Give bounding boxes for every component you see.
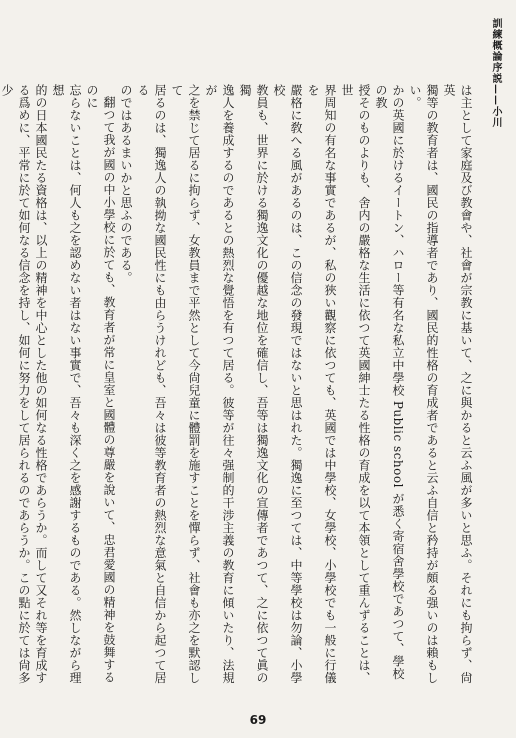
- text-column: る爲めに、平常に於て如何なる信念を持し、如何に努力をして居られるのであらうか。この點に於ては尙多少: [0, 84, 31, 684]
- text-column: 嚴格に敎へる風があるのは、この信念の發現ではないと思はれた。獨逸に至つては、中等學校は勿論、小學校: [272, 84, 303, 684]
- text-column: かの英國に於けるイートン、ハロー等有名な私立中學校 Public school が悉く寄宿舍學校であつて、學校の教: [374, 84, 405, 680]
- text-column: 授そのものよりも、舍内の嚴格な生活に依つて英國紳士たる性格の育成を以て本領として重んずることは、世: [340, 84, 371, 684]
- running-header: 訓練概論序説——小川: [490, 18, 501, 128]
- text-column: は主として家庭及び教會や、社會が宗教に基いて、之に與かると云ふ風が多いと思ふ。それにも拘らず、尙英: [442, 84, 473, 684]
- text-column: 獨等の教育者は、國民の指導者であり、國民的性格の育成者であると云ふ自信と矜持が頗る强いのは賴もしい。: [408, 84, 439, 684]
- text-column: 翻つて我が國の中小學校に於ても、教育者が常に皇室と國體の尊嚴を說いて、忠君愛國の精神を鼓舞するのに: [85, 84, 116, 684]
- text-column: 界周知の有名な事實であるが、私の狹い觀察に依つても、英國では中學校、女學校、小學校でも一般に行儀を: [306, 84, 337, 684]
- text-column: 忘らないことは、何人も之を認めない者はない事實で、吾々も深く之を感謝するものである。然しながら理想: [51, 84, 82, 684]
- text-column: 居るのは、獨逸人の執拗な國民性にも由らうけれども、吾々は彼等教育者の熱烈な意氣と自信から起つて居る: [136, 84, 167, 684]
- text-column: 的の日本國民たる資格は、以上の精神を中心とした他の如何なる性格であらうか。而して又それ等を育成す: [34, 84, 48, 684]
- text-column: 教員も、世界に於ける獨逸文化の優越な地位を確信し、吾等は獨逸文化の宣傳者であつて、之に依つて眞の獨: [238, 84, 269, 684]
- body-text: [0, 84, 474, 684]
- text-column: 逸人を養成するのであるとの熱烈な覺悟を有つて居る。彼等が往々强制的干涉主義の教育に傾いたり、法規が: [204, 84, 235, 684]
- text-column: のではあるまいかと思ふのである。: [119, 84, 133, 284]
- text-column: 之を禁じて居るに拘らず、女教員まで平然として今尙兒童に體罰を施すことを憚らず、社會も亦之を默認して: [170, 84, 201, 684]
- page-number: 69: [249, 713, 267, 727]
